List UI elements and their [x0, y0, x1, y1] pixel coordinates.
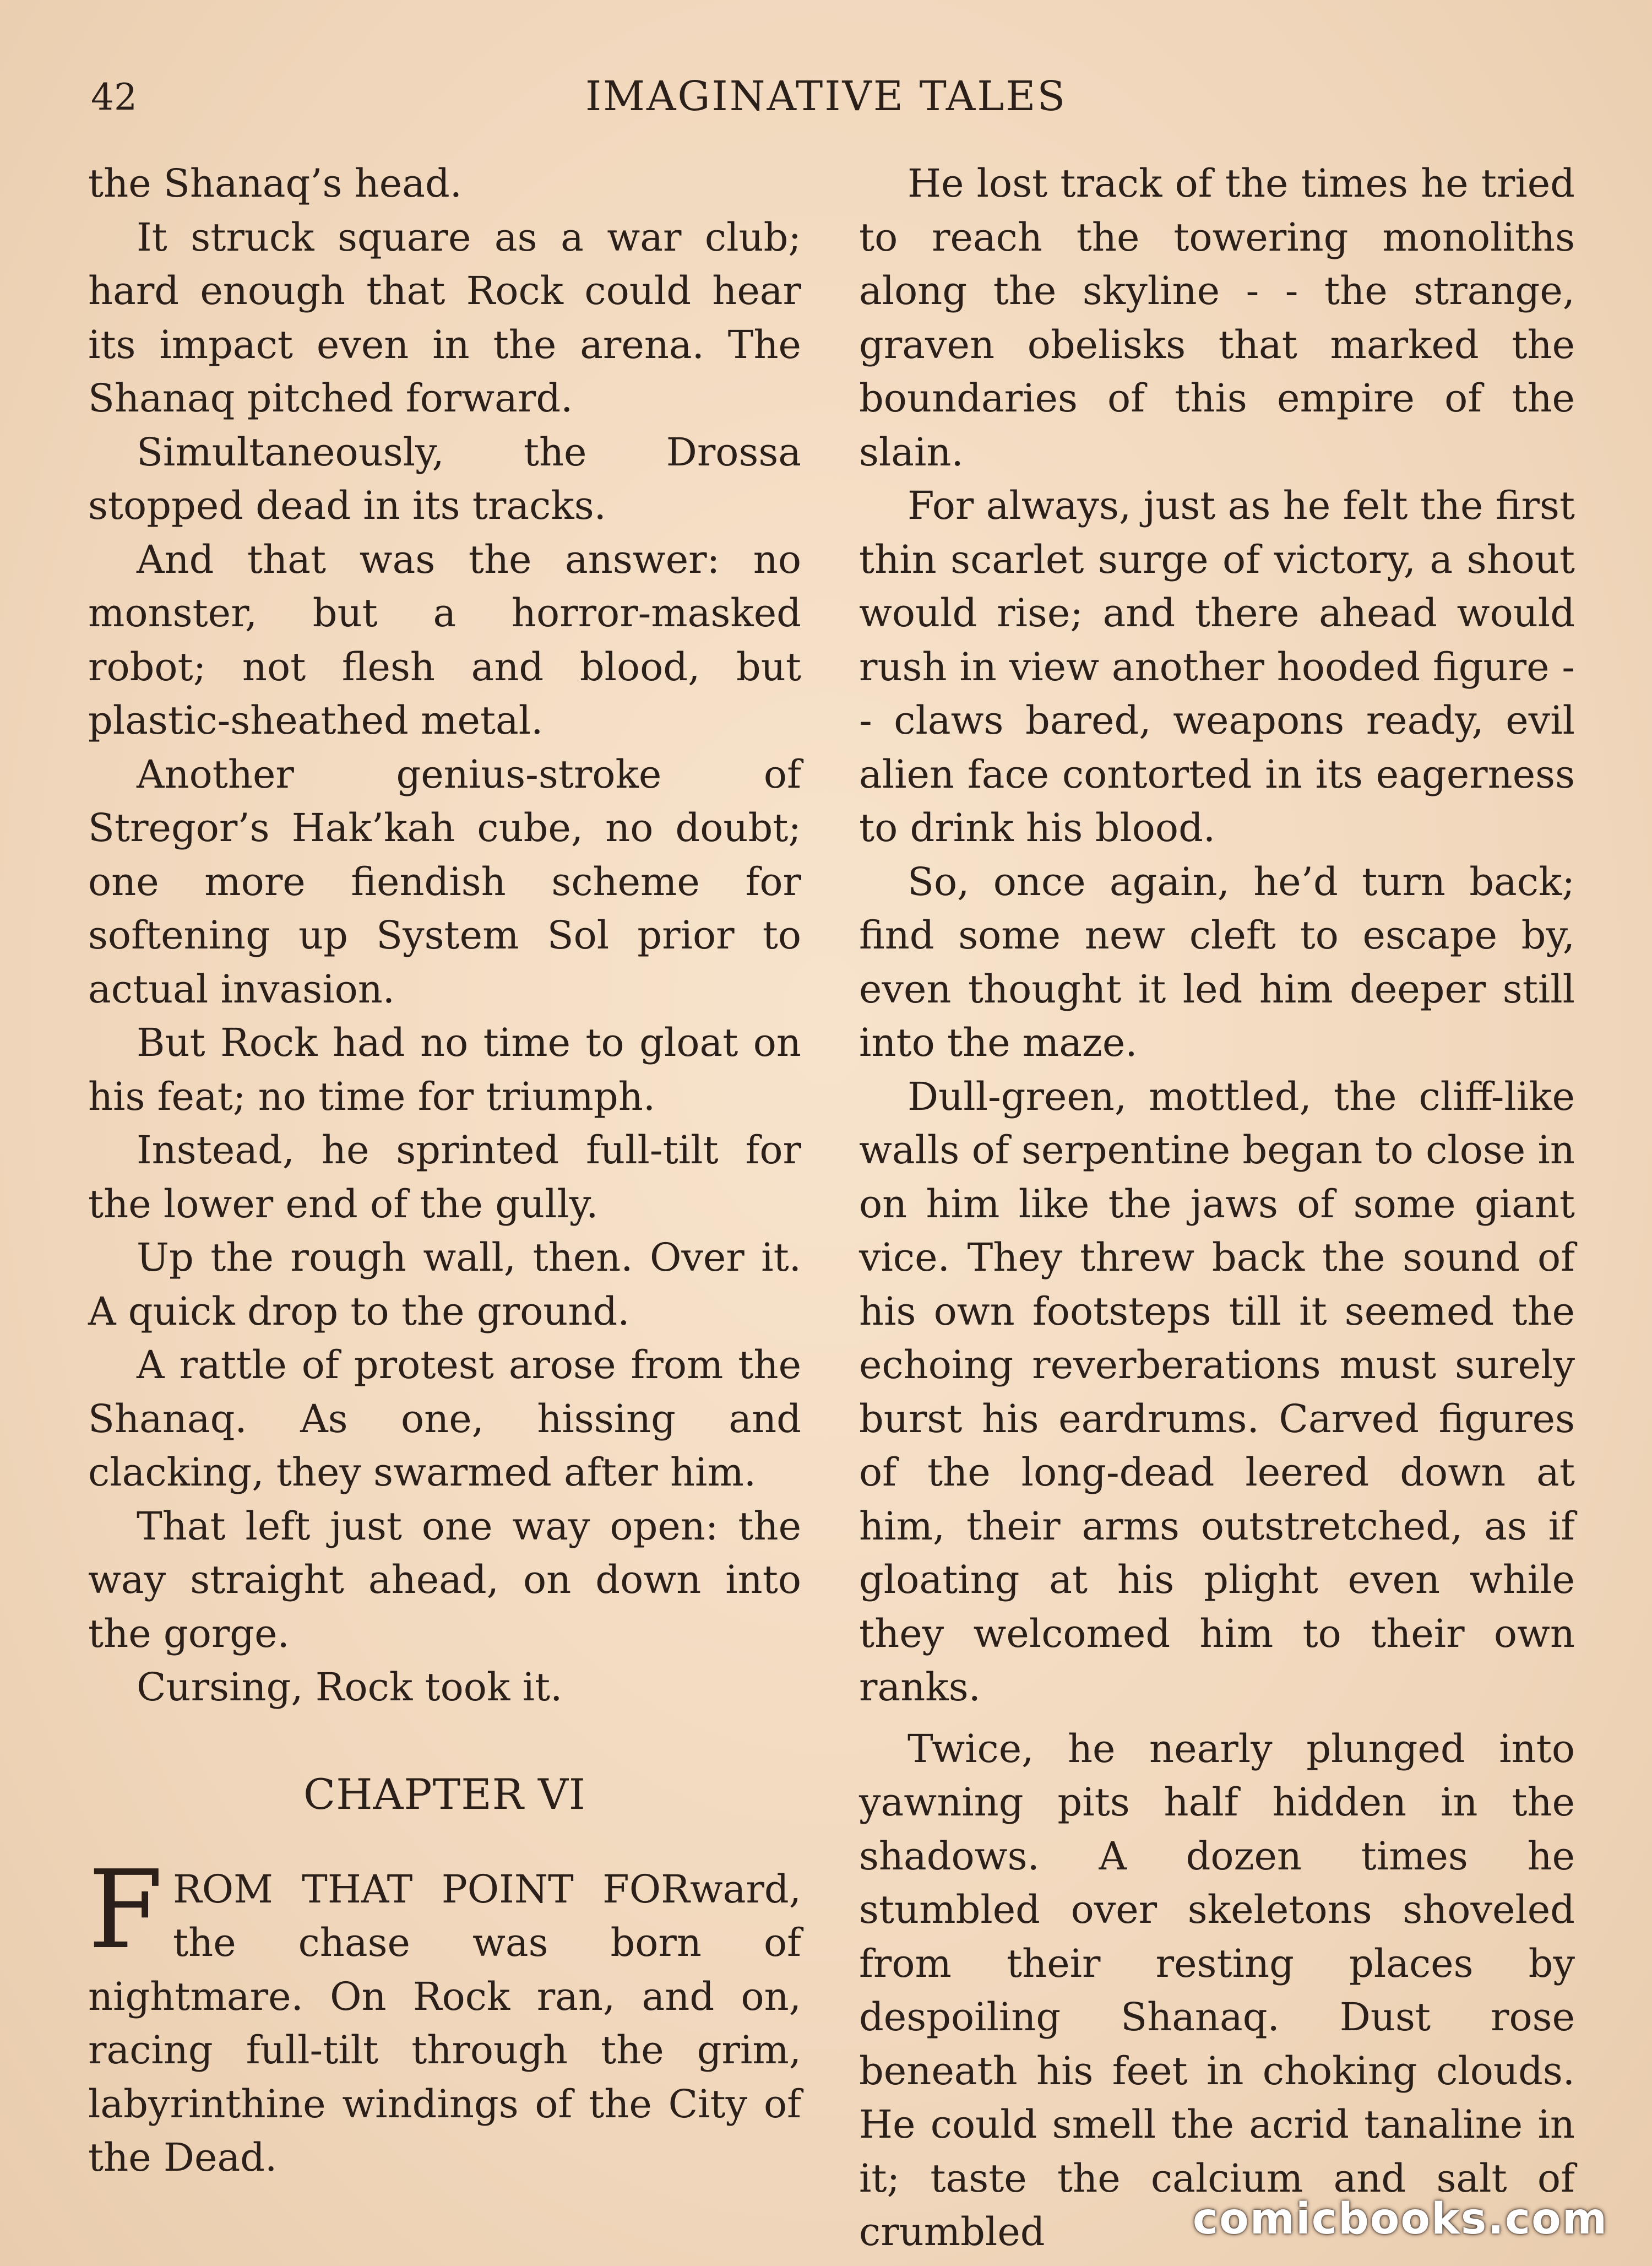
chapter-opening-paragraph	[88, 1847, 801, 2185]
page-number: 42	[91, 76, 137, 118]
paragraph: Instead, he sprinted full-tilt for the lower end of the gully.	[88, 1127, 801, 1227]
drop-cap: F	[88, 1847, 163, 1973]
paragraph: And that was the answer: no monster, but a horror-masked robot; not flesh and blood, but plastic-sheathed metal.	[88, 536, 801, 743]
paragraph: Dull-green, mottled, the cliff-like walls of serpentine began to close in on him like the jaws of some giant vice. They threw back the sound of his own footsteps till it seemed the echoing reverberations must surely burst his eardrums. Carved figures of the long-dead leered down at him, their arms outstretched, as if gloating at his plight even while they welcomed him to their own ranks.	[859, 1074, 1575, 1710]
paragraph: A rattle of protest arose from the Shanaq. As one, hissing and clacking, they swarmed after him.	[88, 1342, 801, 1495]
paragraph: For always, just as he felt the first thin scarlet surge of victory, a shout would rise; and there ahead would rush in view another hooded figure - - claws bared, weapons ready, evil alien face contorted in its eagerness to drink his blood.	[859, 483, 1575, 850]
chapter-opening-text: ROM THAT POINT FORward, the chase was born of nightmare. On Rock ran, and on, racing full-tilt through the grim, labyrinthine windings of the City of the Dead.	[88, 1866, 801, 2180]
paragraph: Up the rough wall, then. Over it. A quick drop to the ground.	[88, 1235, 801, 1334]
left-column	[88, 157, 801, 2185]
paragraph: But Rock had no time to gloat on his feat; no time for triumph.	[88, 1020, 801, 1119]
paragraph: Cursing, Rock took it.	[137, 1665, 563, 1710]
right-column	[859, 157, 1575, 2259]
paragraph: the Shanaq’s head.	[88, 161, 463, 206]
paragraph: That left just one way open: the way straight ahead, on down into the gorge.	[88, 1503, 801, 1656]
chapter-heading: CHAPTER VI	[303, 1769, 586, 1819]
paragraph: It struck square as a war club; hard enough that Rock could hear its impact even in the arena. The Shanaq pitched forward.	[88, 214, 801, 421]
paragraph: Twice, he nearly plunged into yawning pits half hidden in the shadows. A dozen times he stumbled over skeletons shoveled from their resting places by despoiling Shanaq. Dust rose beneath his feet in choking clouds. He could smell the acrid tanaline in it; taste the calcium and salt of crumbled	[859, 1726, 1575, 2254]
page-header	[0, 66, 1652, 132]
running-head: IMAGINATIVE TALES	[585, 73, 1067, 120]
paragraph: He lost track of the times he tried to reach the towering monoliths along the skyline - - the strange, graven obelisks that marked the boundaries of this empire of the slain.	[859, 161, 1575, 475]
paragraph: So, once again, he’d turn back; find some new cleft to escape by, even thought it led him deeper still into the maze.	[859, 859, 1575, 1065]
paragraph: Another genius-stroke of Stregor’s Hak’kah cube, no doubt; one more fiendish scheme for softening up System Sol prior to actual invasion.	[88, 751, 801, 1012]
watermark: comicbooks.com	[1192, 2194, 1608, 2244]
paragraph: Simultaneously, the Drossa stopped dead in its tracks.	[88, 429, 801, 528]
